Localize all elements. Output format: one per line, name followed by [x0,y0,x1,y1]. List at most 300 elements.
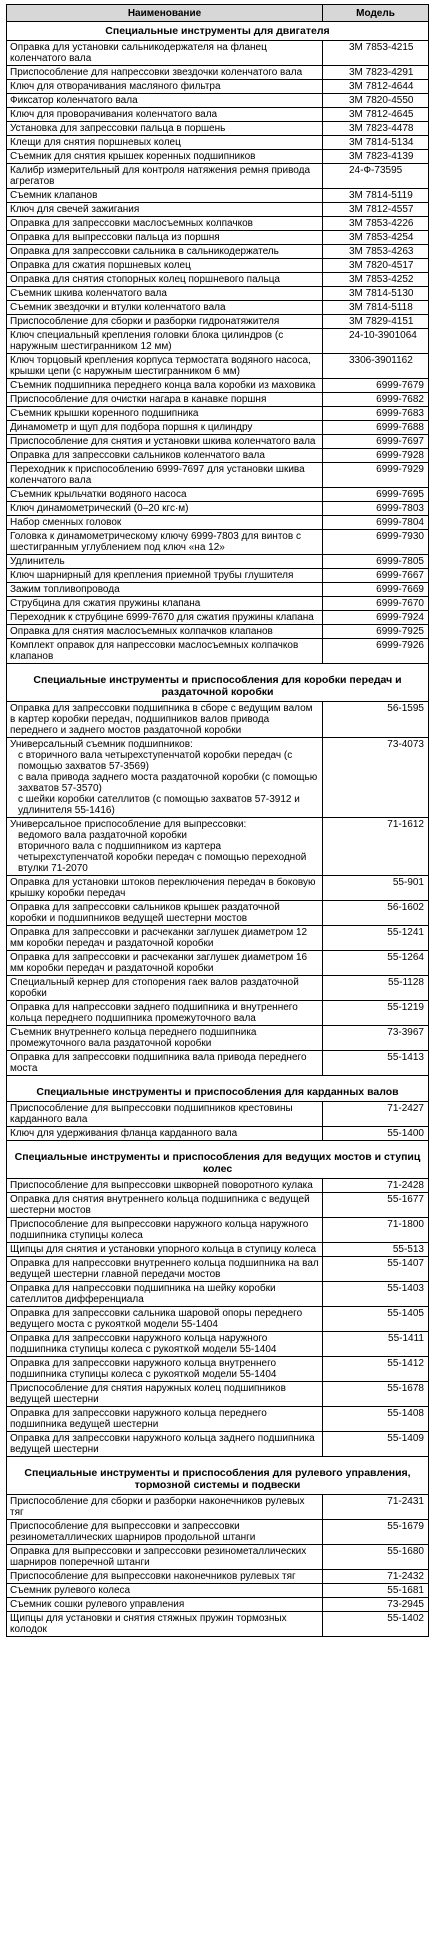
tool-name-text: Удлинитель [10,556,65,567]
tool-name-text: Оправка для сжатия поршневых колец [10,260,191,271]
tool-model: 55-1677 [323,1193,429,1218]
tool-model: 55-1678 [323,1382,429,1407]
table-row [7,407,429,421]
tool-model: 55-1407 [323,1257,429,1282]
tool-model: 55-1412 [323,1357,429,1382]
tool-name [7,1102,323,1127]
tool-model: 6999-7803 [323,502,429,516]
table-row [7,569,429,583]
table-row [7,421,429,435]
tool-model: 6999-7804 [323,516,429,530]
tool-name [7,1407,323,1432]
table-row [7,150,429,164]
tool-name [7,329,323,354]
table-row [7,1598,429,1612]
table-row [7,1432,429,1457]
tool-model: 6999-7697 [323,435,429,449]
table-row [7,329,429,354]
table-row [7,1026,429,1051]
tool-name-text: Оправка для запрессовки сальников крышек раздаточной коробки и подшипников ведущей шестерни мостов [10,902,280,924]
tool-name-text: Оправка для запрессовки наружного кольца внутреннего подшипника ступицы колеса с рукояткой модели 55-1404 [10,1358,277,1380]
tool-name-text: Оправка для снятия внутреннего кольца подшипника с ведущей шестерни мостов [10,1194,310,1216]
table-row [7,502,429,516]
section-title: Специальные инструменты и приспособления для рулевого управления, тормозной системы и подвески [7,1457,429,1495]
tool-name [7,502,323,516]
tool-model: 3М 7853-4226 [323,217,429,231]
tool-name-text: Приспособление для выпрессовки наконечников рулевых тяг [10,1571,296,1582]
tool-model: 55-901 [323,876,429,901]
tool-name [7,818,323,876]
tool-name [7,273,323,287]
tool-name-text: Переходник к струбцине 6999-7670 для сжатия пружины клапана [10,612,314,623]
table-row [7,1193,429,1218]
tool-model: 55-1405 [323,1307,429,1332]
tool-name [7,315,323,329]
tool-sub-item: ведомого вала раздаточной коробки [18,830,187,841]
tool-name [7,555,323,569]
section-header-row [7,1141,429,1179]
tool-name-text: Комплект оправок для напрессовки маслосъемных колпачков клапанов [10,640,299,662]
table-row [7,1407,429,1432]
section-title: Специальные инструменты для двигателя [7,22,429,41]
tool-name [7,259,323,273]
table-row [7,108,429,122]
table-row [7,818,429,876]
tool-model: 3306-3901162 [323,354,429,379]
table-row [7,702,429,738]
tool-name-text: Ключ для проворачивания коленчатого вала [10,109,218,120]
tool-name-text: Головка к динамометрическому ключу 6999-7803 для винтов с шестигранным углублением под ключ «на 12» [10,531,301,553]
tool-model: 3М 7820-4517 [323,259,429,273]
tool-model: 55-1680 [323,1545,429,1570]
tool-model: 6999-7924 [323,611,429,625]
tool-name-text: Специальный кернер для стопорения гаек валов раздаточной коробки [10,977,299,999]
tool-name [7,435,323,449]
tool-name-text: Калибр измерительный для контроля натяжения ремня привода агрегатов [10,165,311,187]
table-row [7,80,429,94]
tool-model: 6999-7683 [323,407,429,421]
table-row [7,1307,429,1332]
table-row [7,1332,429,1357]
tool-name-text: Оправка для снятия стопорных колец поршневого пальца [10,274,280,285]
table-row [7,449,429,463]
table-row [7,203,429,217]
table-row [7,41,429,66]
tool-name-text: Оправка для запрессовки наружного кольца заднего подшипника ведущей шестерни [10,1433,315,1455]
tool-name-text: Ключ для удерживания фланца карданного вала [10,1128,238,1139]
table-row [7,393,429,407]
tool-model: 3М 7853-4215 [323,41,429,66]
tool-model: 6999-7688 [323,421,429,435]
tool-name [7,407,323,421]
tool-name-text: Струбцина для сжатия пружины клапана [10,598,201,609]
tool-name [7,393,323,407]
table-row [7,1257,429,1282]
table-row [7,639,429,664]
table-row [7,876,429,901]
tool-name-text: Установка для запрессовки пальца в поршень [10,123,226,134]
tool-name [7,876,323,901]
tool-name [7,1051,323,1076]
tool-name-text: Оправка для выпрессовки и запрессовки резинометаллических шарниров поперечной штанги [10,1546,307,1568]
tool-name-text: Съемник шкива коленчатого вала [10,288,167,299]
tool-model: 3М 7823-4139 [323,150,429,164]
header-model: Модель [323,5,429,22]
tool-name-text: Оправка для запрессовки сальника шаровой опоры переднего ведущего моста с рукояткой модели 55-1404 [10,1308,303,1330]
tool-name [7,1026,323,1051]
tool-name-text: Ключ специальный крепления головки блока цилиндров (с наружным шестигранником 12 мм) [10,330,284,352]
tool-name-text: Оправка для запрессовки наружного кольца переднего подшипника ведущей шестерни [10,1408,267,1430]
tool-model: 6999-7679 [323,379,429,393]
tool-name-text: Оправка для запрессовки подшипника в сборе с ведущим валом в картер коробки передач, подшипников валов привода переднего и заднего мостов раздаточной коробки [10,703,313,736]
table-row [7,231,429,245]
tool-model: 55-1409 [323,1432,429,1457]
tool-name-text: Приспособление для снятия наружных колец подшипников ведущей шестерни [10,1383,286,1405]
tool-name [7,1001,323,1026]
tool-model: 3М 7814-5130 [323,287,429,301]
tool-name-text: Щипцы для установки и снятия стяжных пружин тормозных колодок [10,1613,287,1635]
tool-name-text: Приспособление для выпрессовки наружного кольца наружного подшипника ступицы колеса [10,1219,309,1241]
tool-name-text: Щипцы для снятия и установки упорного кольца в ступицу колеса [10,1244,317,1255]
table-row [7,976,429,1001]
tool-name-text: Оправка для запрессовки сальников коленчатого вала [10,450,265,461]
tool-model: 71-2431 [323,1495,429,1520]
tool-model: 6999-7695 [323,488,429,502]
tool-model: 56-1602 [323,901,429,926]
tool-name [7,1257,323,1282]
table-row [7,1382,429,1407]
tool-model: 3М 7823-4478 [323,122,429,136]
table-row [7,164,429,189]
tool-name [7,108,323,122]
tool-name-text: Ключ для отворачивания масляного фильтра [10,81,221,92]
table-row [7,1584,429,1598]
tool-model: 73-3967 [323,1026,429,1051]
tool-model: 6999-7929 [323,463,429,488]
tool-model: 55-1128 [323,976,429,1001]
tool-model: 6999-7928 [323,449,429,463]
table-row [7,435,429,449]
table-row [7,1179,429,1193]
table-row [7,951,429,976]
table-row [7,530,429,555]
tool-name [7,217,323,231]
tool-name [7,516,323,530]
tool-name [7,1382,323,1407]
table-row [7,1243,429,1257]
tool-name [7,597,323,611]
tool-model: 55-1679 [323,1520,429,1545]
tool-name-text: Оправка для напрессовки внутреннего кольца подшипника на вал ведущей шестерни главной передачи мостов [10,1258,319,1280]
tool-model: 55-1408 [323,1407,429,1432]
tool-name-text: Оправка для установки штоков переключения передач в боковую крышку коробки передач [10,877,316,899]
tool-model: 55-1411 [323,1332,429,1357]
table-row [7,354,429,379]
tool-model: 71-2432 [323,1570,429,1584]
table-row [7,1520,429,1545]
table-row [7,379,429,393]
tool-name [7,1218,323,1243]
table-row [7,488,429,502]
tool-name [7,951,323,976]
tool-name [7,1127,323,1141]
table-row [7,1282,429,1307]
tool-name-text: Приспособление для напрессовки звездочки коленчатого вала [10,67,303,78]
tool-name [7,449,323,463]
tool-name [7,1584,323,1598]
tool-name-text: Универсальный съемник подшипников: [10,739,193,750]
tool-name [7,354,323,379]
table-row [7,259,429,273]
tool-model: 6999-7669 [323,583,429,597]
table-row [7,66,429,80]
tool-name [7,301,323,315]
tool-name-text: Ключ шарнирный для крепления приемной трубы глушителя [10,570,294,581]
tool-model: 3М 7853-4263 [323,245,429,259]
tool-name [7,1598,323,1612]
tool-model: 3М 7853-4254 [323,231,429,245]
tool-name [7,245,323,259]
tool-name-text: Оправка для запрессовки и расчеканки заглушек диаметром 12 мм коробки передач и раздаточной коробки [10,927,308,949]
tool-name [7,702,323,738]
tool-name [7,611,323,625]
tool-name [7,203,323,217]
tool-name-text: Съемник рулевого колеса [10,1585,131,1596]
tool-name [7,1243,323,1257]
table-row [7,189,429,203]
tool-name [7,1332,323,1357]
tool-name [7,150,323,164]
table-row [7,1570,429,1584]
tool-model: 55-1681 [323,1584,429,1598]
tool-model: 71-2428 [323,1179,429,1193]
tool-model: 24-10-3901064 [323,329,429,354]
tool-model: 6999-7670 [323,597,429,611]
tool-name-text: Приспособление для снятия и установки шкива коленчатого вала [10,436,316,447]
tool-model: 24-Ф-73595 [323,164,429,189]
tool-name-text: Съемник подшипника переднего конца вала коробки из маховика [10,380,316,391]
section-header-row [7,664,429,702]
tool-model: 55-513 [323,1243,429,1257]
tool-name [7,926,323,951]
tool-model: 55-1400 [323,1127,429,1141]
tool-name [7,530,323,555]
tool-name-text: Приспособление для очистки нагара в канавке поршня [10,394,267,405]
tool-name-text: Съемник сошки рулевого управления [10,1599,185,1610]
tool-model: 71-1800 [323,1218,429,1243]
tool-model: 6999-7925 [323,625,429,639]
section-title: Специальные инструменты и приспособления для коробки передач и раздаточной коробки [7,664,429,702]
tool-model: 3М 7814-5134 [323,136,429,150]
tool-name-text: Съемник для снятия крышек коренных подшипников [10,151,256,162]
section-title: Специальные инструменты и приспособления для ведущих мостов и ступиц колес [7,1141,429,1179]
tool-name-text: Оправка для запрессовки и расчеканки заглушек диаметром 16 мм коробки передач и раздаточной коробки [10,952,308,974]
section-header-row [7,1457,429,1495]
tool-name-text: Ключ динамометрический (0–20 кгс·м) [10,503,189,514]
header-name: Наименование [7,5,323,22]
tool-name [7,569,323,583]
table-row [7,583,429,597]
section-header-row [7,22,429,41]
table-row [7,273,429,287]
tool-name [7,66,323,80]
tool-model: 6999-7926 [323,639,429,664]
tool-name-text: Переходник к приспособлению 6999-7697 для установки шкива коленчатого вала [10,464,305,486]
tool-name-text: Приспособление для выпрессовки шкворней поворотного кулака [10,1180,313,1191]
table-row [7,245,429,259]
tool-model: 6999-7805 [323,555,429,569]
tool-name-text: Оправка для напрессовки заднего подшипника и внутреннего кольца переднего подшипника промежуточного вала [10,1002,298,1024]
tool-name [7,1193,323,1218]
tool-name-text: Фиксатор коленчатого вала [10,95,138,106]
tool-name [7,1357,323,1382]
tool-name [7,231,323,245]
tool-name [7,639,323,664]
tool-name-text: Съемник внутреннего кольца переднего подшипника промежуточного вала раздаточной коробки [10,1027,257,1049]
tool-name-text: Приспособление для сборки и разборки гидронатяжителя [10,316,280,327]
tool-name [7,976,323,1001]
tool-name [7,901,323,926]
section-header-row [7,1076,429,1102]
tool-model: 3М 7812-4645 [323,108,429,122]
tool-model: 6999-7682 [323,393,429,407]
tool-model: 55-1264 [323,951,429,976]
document-page [6,4,428,1637]
table-row [7,122,429,136]
tool-name [7,1520,323,1545]
tool-name-text: Оправка для запрессовки подшипника вала привода переднего моста [10,1052,307,1074]
tool-name-text: Съемник звездочки и втулки коленчатого вала [10,302,226,313]
tool-model: 3М 7820-4550 [323,94,429,108]
table-row [7,555,429,569]
tool-model: 3М 7823-4291 [323,66,429,80]
tool-name [7,1307,323,1332]
tool-model: 55-1413 [323,1051,429,1076]
table-row [7,1102,429,1127]
table-row [7,1001,429,1026]
tool-name-text: Оправка для запрессовки наружного кольца наружного подшипника ступицы колеса с рукояткой модели 55-1404 [10,1333,277,1355]
tool-model: 55-1402 [323,1612,429,1637]
tool-sub-item: с вала привода заднего моста раздаточной коробки (с помощью захватов 57-3570) [18,772,318,794]
tool-name-text: Оправка для напрессовки подшипника на шейку коробки сателлитов дифференциала [10,1283,276,1305]
tool-name [7,164,323,189]
tool-model: 3М 7814-5118 [323,301,429,315]
tool-model: 73-2945 [323,1598,429,1612]
table-row [7,301,429,315]
tool-name [7,136,323,150]
table-row [7,1545,429,1570]
tool-name [7,1495,323,1520]
tool-model: 55-1241 [323,926,429,951]
table-row [7,901,429,926]
tool-name-text: Зажим топливопровода [10,584,120,595]
tool-name-text: Набор сменных головок [10,517,122,528]
tool-name [7,94,323,108]
tool-name [7,1545,323,1570]
tool-name-text: Оправка для снятия маслосъемных колпачков клапанов [10,626,273,637]
table-row [7,597,429,611]
tool-name [7,41,323,66]
table-row [7,315,429,329]
tool-name [7,421,323,435]
tool-name [7,738,323,818]
table-row [7,463,429,488]
tool-name [7,625,323,639]
table-row [7,136,429,150]
tool-name-text: Оправка для выпрессовки пальца из поршня [10,232,220,243]
tool-name-text: Съемник крыльчатки водяного насоса [10,489,187,500]
table-row [7,287,429,301]
table-row [7,1218,429,1243]
table-body [7,22,429,1637]
tool-model: 6999-7667 [323,569,429,583]
tool-name [7,189,323,203]
table-row [7,217,429,231]
tool-model: 3М 7812-4644 [323,80,429,94]
tool-name-text: Универсальное приспособление для выпрессовки: [10,819,247,830]
tool-name-text: Оправка для запрессовки маслосъемных колпачков [10,218,253,229]
tool-model: 55-1403 [323,1282,429,1307]
table-row [7,94,429,108]
table-header-row [7,5,429,22]
tool-name [7,1612,323,1637]
tool-sub-item: вторичного вала с подшипником из картера четырехступенчатой коробки передач с помощью переходной втулки 71-2070 [18,841,307,874]
tool-name-text: Приспособление для выпрессовки и запрессовки резинометаллических шарниров продольной штанги [10,1521,256,1543]
section-title: Специальные инструменты и приспособления для карданных валов [7,1076,429,1102]
tool-model: 3М 7814-5119 [323,189,429,203]
tool-model: 3М 7812-4557 [323,203,429,217]
table-row [7,738,429,818]
tool-name [7,80,323,94]
tool-model: 3М 7829-4151 [323,315,429,329]
table-row [7,625,429,639]
tool-name-text: Ключ для свечей зажигания [10,204,140,215]
tool-model: 71-2427 [323,1102,429,1127]
tools-table [6,4,429,1637]
tool-sub-item: с вторичного вала четырехступенчатой коробки передач (с помощью захватов 57-3569) [18,750,293,772]
tool-name-text: Клещи для снятия поршневых колец [10,137,181,148]
tool-model: 3М 7853-4252 [323,273,429,287]
tool-name [7,122,323,136]
tool-model: 6999-7930 [323,530,429,555]
table-row [7,1127,429,1141]
tool-name-text: Съемник крышки коренного подшипника [10,408,199,419]
tool-name [7,1179,323,1193]
tool-name-text: Оправка для установки сальникодержателя на фланец коленчатого вала [10,42,267,64]
table-row [7,1612,429,1637]
tool-model: 71-1612 [323,818,429,876]
tool-name [7,1432,323,1457]
tool-name-text: Приспособление для выпрессовки подшипников крестовины карданного вала [10,1103,293,1125]
table-row [7,1357,429,1382]
tool-name [7,583,323,597]
tool-name-text: Оправка для запрессовки сальника в сальникодержатель [10,246,279,257]
table-row [7,516,429,530]
tool-name [7,1570,323,1584]
tool-model: 55-1219 [323,1001,429,1026]
tool-name [7,379,323,393]
tool-name [7,287,323,301]
tool-name [7,463,323,488]
tool-model: 56-1595 [323,702,429,738]
tool-name-text: Ключ торцовый крепления корпуса термостата водяного насоса, крышки цепи (с наружным шестигранником 6 мм) [10,355,311,377]
tool-name-text: Динамометр и щуп для подбора поршня к цилиндру [10,422,253,433]
tool-name-text: Приспособление для сборки и разборки наконечников рулевых тяг [10,1496,305,1518]
tool-name [7,488,323,502]
table-row [7,926,429,951]
tool-name [7,1282,323,1307]
tool-model: 73-4073 [323,738,429,818]
